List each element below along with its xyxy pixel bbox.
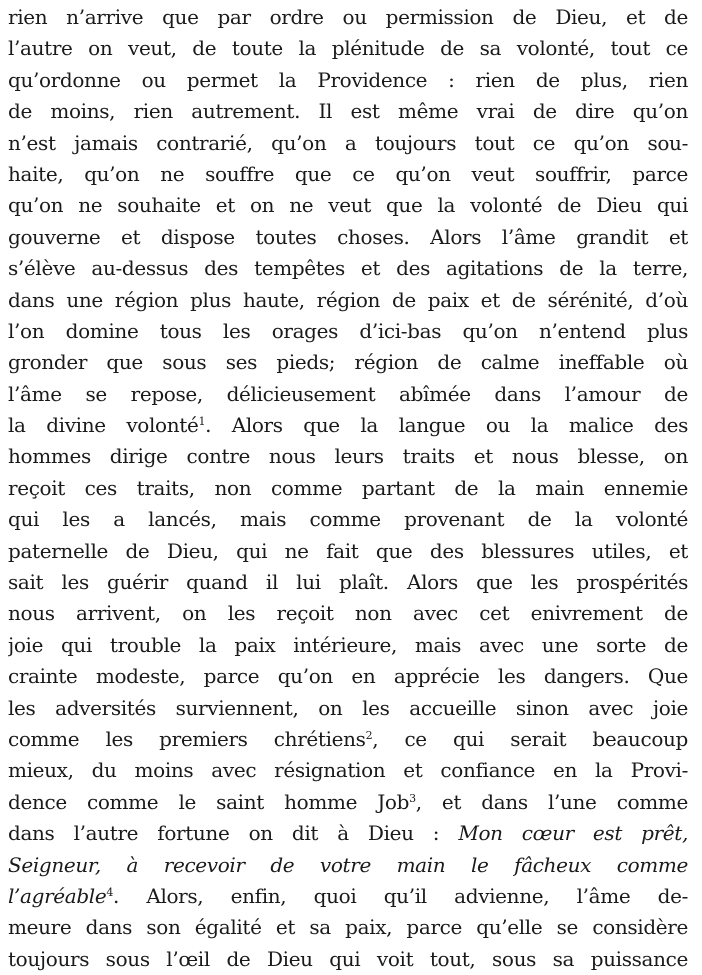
text-segment: dence comme le saint homme Job: [8, 789, 410, 814]
text-line: [8, 285, 688, 316]
text-segment: n’est jamais contrarié, qu’on a toujours tout ce qu’on sou-: [8, 130, 688, 155]
text-segment: meure dans son égalité et sa paix, parce qu’elle se considère: [8, 915, 688, 940]
text-line: [8, 630, 688, 661]
text-segment: toujours sous l’œil de Dieu qui voit tout, sous sa puissance: [8, 946, 688, 971]
text-segment: , et dans l’une comme: [415, 789, 688, 814]
text-line: [8, 33, 688, 64]
text-line: [8, 65, 688, 96]
italic-text: l’agréable: [8, 883, 107, 908]
text-line: [8, 661, 688, 692]
text-segment: sait les guérir quand il lui plaît. Alors que les prospérités: [8, 570, 688, 595]
text-segment: mieux, du moins avec résignation et confiance en la Provi-: [8, 758, 688, 783]
text-line: [8, 410, 688, 441]
text-segment: qui les a lancés, mais comme provenant de la volonté: [8, 507, 688, 532]
text-line: [8, 190, 688, 221]
text-segment: gronder que sous ses pieds; région de calme ineffable où: [8, 350, 688, 375]
text-segment: la divine volonté: [8, 413, 199, 438]
text-segment: hommes dirige contre nous leurs traits et nous blesse, on: [8, 444, 688, 469]
text-segment: . Alors que la langue ou la malice des: [205, 413, 688, 438]
text-segment: dans l’autre fortune on dit à Dieu :: [8, 821, 459, 846]
text-segment: de moins, rien autrement. Il est même vrai de dire qu’on: [8, 99, 688, 124]
text-line: [8, 441, 688, 472]
text-segment: l’âme se repose, délicieusement abîmée dans l’amour de: [8, 381, 688, 406]
text-line: [8, 2, 688, 33]
text-segment: , ce qui serait beaucoup: [372, 726, 688, 751]
text-line: [8, 567, 688, 598]
text-line: [8, 222, 688, 253]
text-segment: s’élève au-dessus des tempêtes et des agitations de la terre,: [8, 256, 688, 281]
text-line: [8, 693, 688, 724]
text-segment: paternelle de Dieu, qui ne fait que des blessures utiles, et: [8, 538, 688, 563]
text-segment: les adversités surviennent, on les accueille sinon avec joie: [8, 695, 688, 720]
text-segment: nous arrivent, on les reçoit non avec cet enivrement de: [8, 601, 688, 626]
text-line: [8, 912, 688, 943]
text-line: [8, 536, 688, 567]
text-line: [8, 504, 688, 535]
text-segment: comme les premiers chrétiens: [8, 726, 366, 751]
text-line: [8, 850, 688, 881]
text-line: [8, 159, 688, 190]
text-line: [8, 787, 688, 818]
footnote-marker: 3: [409, 791, 416, 805]
text-line: [8, 253, 688, 284]
text-line: [8, 379, 688, 410]
text-segment: l’autre on veut, de toute la plénitude de sa volonté, tout ce: [8, 36, 688, 61]
text-line: [8, 944, 688, 975]
text-segment: qu’on ne souhaite et on ne veut que la volonté de Dieu qui: [8, 193, 688, 218]
text-segment: rien n’arrive que par ordre ou permission de Dieu, et de: [8, 5, 688, 29]
text-line: [8, 347, 688, 378]
text-segment: dans une région plus haute, région de paix et de sérénité, d’où: [8, 287, 688, 312]
text-segment: joie qui trouble la paix intérieure, mais avec une sorte de: [8, 632, 688, 657]
text-line: [8, 818, 688, 849]
text-line: [8, 724, 688, 755]
text-line: [8, 881, 688, 912]
text-segment: reçoit ces traits, non comme partant de la main ennemie: [8, 475, 688, 500]
footnote-marker: 1: [198, 415, 206, 429]
text-line: [8, 473, 688, 504]
text-segment: crainte modeste, parce qu’on en apprécie les dangers. Que: [8, 664, 688, 689]
text-line: [8, 96, 688, 127]
italic-text: Mon cœur est prêt,: [458, 821, 688, 846]
text-line: [8, 598, 688, 629]
footnote-marker: 2: [365, 728, 373, 742]
text-segment: . Alors, enfin, quoi qu’il advienne, l’âme de-: [113, 883, 688, 908]
text-segment: l’on domine tous les orages d’ici-bas qu’on n’entend plus: [8, 318, 688, 343]
italic-text: Seigneur, à recevoir de votre main le fâcheux comme: [8, 852, 688, 877]
text-segment: qu’ordonne ou permet la Providence : rien de plus, rien: [8, 67, 688, 92]
text-segment: haite, qu’on ne souffre que ce qu’on veut souffrir, parce: [8, 161, 688, 186]
text-line: [8, 755, 688, 786]
text-line: [8, 316, 688, 347]
text-segment: gouverne et dispose toutes choses. Alors l’âme grandit et: [8, 224, 688, 249]
text-line: [8, 128, 688, 159]
footnote-marker: 4: [106, 885, 113, 899]
